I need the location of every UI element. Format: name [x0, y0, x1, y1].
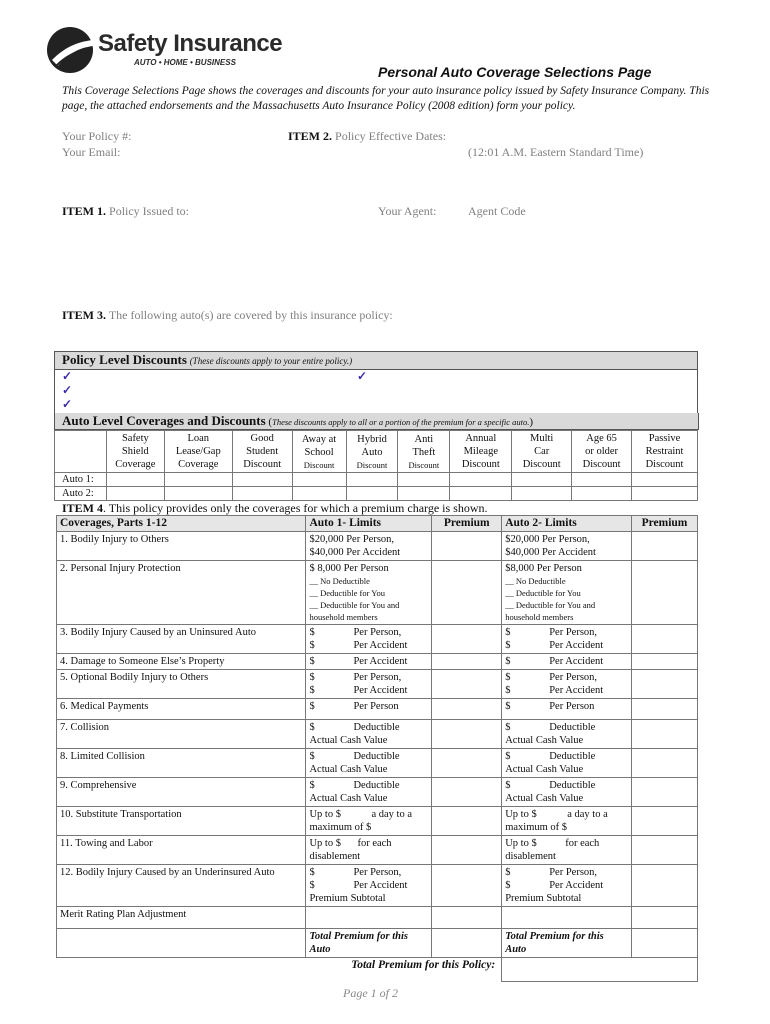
auto2-limits [502, 778, 632, 807]
limit-line: $ Per Person, [309, 672, 402, 683]
discount-col-header [572, 431, 632, 473]
header-premium: Premium [432, 516, 502, 532]
header-premium: Premium [632, 516, 698, 532]
limit-line: $ Per Accident [505, 685, 604, 696]
coverage-name: 5. Optional Bodily Injury to Others [57, 670, 306, 699]
col-line: Shield [121, 446, 149, 457]
col-line: Safety [121, 433, 149, 444]
col-line: Discount [356, 459, 388, 470]
premium-cell [632, 865, 698, 907]
auto1-limits [306, 561, 432, 625]
auto-discounts-table [54, 430, 698, 501]
limit-line: Actual Cash Value [505, 793, 584, 804]
auto2-limits [502, 561, 632, 625]
merit-label: Merit Rating Plan Adjustment [57, 907, 306, 929]
auto-discounts-note-open: ( [265, 416, 273, 428]
col-line: Coverage [115, 459, 156, 470]
page-footer: Page 1 of 2 [343, 986, 398, 1000]
col-line: Coverage [178, 459, 219, 470]
intro-text: This Coverage Selections Page shows the coverages and discounts for your auto insurance policy issued by Safety Insurance Company. This page, the attached endorsements and the Massachusetts Auto Insurance Policy (2008 edition) form your policy. [62, 85, 710, 112]
premium-cell [432, 532, 502, 561]
item1-text: Policy Issued to: [109, 204, 190, 218]
limit-line: Actual Cash Value [309, 735, 388, 746]
logo-road-icon [46, 26, 96, 76]
cell [572, 487, 632, 501]
premium-cell [632, 625, 698, 654]
col-line: Age 65 [586, 433, 617, 444]
logo-tagline: AUTO • HOME • BUSINESS [134, 58, 236, 67]
limit-line: $8,000 Per Person [505, 563, 582, 574]
limit-line: $ 8,000 Per Person [309, 563, 389, 574]
limit-line: $ Deductible [309, 722, 400, 733]
premium-cell [432, 749, 502, 778]
auto2-limits [502, 532, 632, 561]
auto2-limits: $ Per Accident [502, 654, 632, 670]
limit-line: disablement [505, 851, 556, 862]
premium-cell [432, 807, 502, 836]
total-auto-label: Total Premium for this Auto [306, 929, 432, 958]
col-line: School [304, 446, 334, 458]
auto-discounts-note: These discounts apply to all or a portion of the premium for a specific auto. [272, 417, 530, 427]
premium-cell [632, 654, 698, 670]
col-line: Student [246, 446, 279, 457]
auto1-limits: $ Per Person [306, 699, 432, 720]
limit-line: $ Per Accident [505, 640, 604, 651]
col-line: Lease/Gap [175, 446, 221, 457]
check-icon: ✓ [62, 383, 73, 397]
cell [232, 473, 292, 487]
limit-line: Actual Cash Value [309, 764, 388, 775]
coverage-table [56, 515, 698, 982]
cell [432, 907, 502, 929]
premium-cell [632, 929, 698, 958]
policy-discounts-box [54, 351, 698, 415]
cell [57, 929, 306, 958]
auto-row-label: Auto 2: [55, 487, 107, 501]
col-line: Discount [522, 459, 561, 470]
limit-line: $40,000 Per Accident [505, 547, 596, 558]
item2-label: ITEM 2. [288, 129, 333, 143]
col-line: Car [534, 446, 550, 457]
premium-cell [632, 699, 698, 720]
header-coverages: Coverages, Parts 1-12 [57, 516, 306, 532]
total-policy-row [57, 958, 698, 982]
limit-line: $40,000 Per Accident [309, 547, 401, 558]
premium-cell [432, 654, 502, 670]
col-line: Annual [465, 433, 497, 444]
cell [164, 487, 232, 501]
check-icon: ✓ [62, 397, 73, 411]
premium-cell [632, 561, 698, 625]
col-line: Discount [243, 459, 282, 470]
discount-col-header [346, 431, 398, 473]
coverage-row [57, 670, 698, 699]
premium-cell [432, 778, 502, 807]
option-line: __ Deductible for You and [505, 600, 596, 610]
total-auto-row [57, 929, 698, 958]
cell [164, 473, 232, 487]
cell [450, 473, 512, 487]
col-line: Anti [414, 433, 434, 445]
auto1-limits [306, 778, 432, 807]
premium-cell [432, 929, 502, 958]
col-line: Loan [187, 433, 210, 444]
option-line: __ Deductible for You [505, 588, 581, 598]
coverage-row [57, 720, 698, 749]
limit-line: $ Per Accident [309, 640, 408, 651]
auto-discounts-note-close: ) [529, 416, 534, 428]
limit-line: maximum of $ [505, 822, 568, 833]
logo [46, 26, 286, 74]
discount-col-header [632, 431, 698, 473]
col-line: Mileage [463, 446, 498, 457]
coverage-row [57, 532, 698, 561]
premium-cell [432, 625, 502, 654]
coverage-name: 8. Limited Collision [57, 749, 306, 778]
limit-line: Up to $ a day to a [309, 809, 412, 820]
check-icon: ✓ [62, 369, 73, 383]
coverage-row [57, 625, 698, 654]
coverage-name: 4. Damage to Someone Else’s Property [57, 654, 306, 670]
limit-line: $ Deductible [505, 722, 596, 733]
premium-cell [632, 749, 698, 778]
auto-row [55, 473, 698, 487]
premium-cell [432, 720, 502, 749]
limit-line: $20,000 Per Person, [309, 534, 395, 545]
logo-name: Safety Insurance [98, 30, 283, 57]
coverage-name: 11. Towing and Labor [57, 836, 306, 865]
col-line: Restraint [645, 446, 684, 457]
total-policy-label: Total Premium for this Policy: [57, 958, 502, 982]
item1 [62, 204, 189, 219]
cell [632, 907, 698, 929]
coverage-name: 2. Personal Injury Protection [57, 561, 306, 625]
item3 [62, 308, 393, 323]
coverage-row [57, 561, 698, 625]
auto2-limits [502, 807, 632, 836]
col-line: Multi [530, 433, 554, 444]
premium-cell [432, 670, 502, 699]
col-line: Theft [412, 446, 436, 458]
option-line: __ No Deductible [505, 576, 566, 586]
cell [512, 487, 572, 501]
col-line: Hybrid [357, 433, 387, 445]
auto2-limits [502, 865, 632, 907]
option-line: household members [505, 612, 574, 622]
limit-line: Actual Cash Value [505, 764, 584, 775]
item4 [62, 501, 487, 516]
cell [572, 473, 632, 487]
discount-col-header [450, 431, 512, 473]
limit-line: $ Per Person, [309, 627, 402, 638]
item2-text: Policy Effective Dates: [335, 129, 447, 143]
auto1-limits: $ Per Accident [306, 654, 432, 670]
limit-line: $ Deductible [505, 751, 596, 762]
coverage-header-row [57, 516, 698, 532]
coverage-row [57, 749, 698, 778]
auto2-limits [502, 836, 632, 865]
auto2-limits [502, 625, 632, 654]
limit-line: $20,000 Per Person, [505, 534, 590, 545]
cell [346, 473, 398, 487]
premium-cell [432, 865, 502, 907]
cell [232, 487, 292, 501]
limit-line: Up to $ a day to a [505, 809, 608, 820]
limit-line: $ Deductible [505, 780, 596, 791]
item2 [288, 129, 446, 144]
page-title: Personal Auto Coverage Selections Page [378, 64, 652, 80]
auto1-limits [306, 670, 432, 699]
col-line: Good [250, 433, 274, 444]
header-auto1-limits: Auto 1- Limits [306, 516, 432, 532]
col-line: or older [585, 446, 619, 457]
auto-discounts-header [54, 413, 699, 430]
cell [106, 473, 164, 487]
premium-cell [432, 836, 502, 865]
col-line: Discount [303, 459, 335, 470]
item4-text: . This policy provides only the coverages for which a premium charge is shown. [103, 501, 488, 515]
option-line: __ Deductible for You [309, 588, 386, 598]
cell [632, 473, 698, 487]
col-line: Discount [645, 459, 684, 470]
auto-row [55, 487, 698, 501]
subtotal-label: Premium Subtotal [505, 893, 582, 904]
limit-line: $ Deductible [309, 751, 400, 762]
col-line: Discount [461, 459, 500, 470]
limit-line: $ Per Person, [309, 867, 402, 878]
cell [398, 487, 450, 501]
premium-cell [632, 807, 698, 836]
discount-col-header [512, 431, 572, 473]
email-label: Your Email: [62, 145, 121, 159]
premium-cell [432, 699, 502, 720]
subtotal-label: Premium Subtotal [309, 893, 386, 904]
auto1-limits [306, 749, 432, 778]
coverage-name: 7. Collision [57, 720, 306, 749]
check-icon: ✓ [357, 369, 368, 383]
limit-line: maximum of $ [309, 822, 372, 833]
limit-line: $ Per Accident [309, 685, 408, 696]
premium-cell [632, 836, 698, 865]
header-auto2-limits: Auto 2- Limits [502, 516, 632, 532]
option-line: __ No Deductible [309, 576, 370, 586]
discount-columns-row [55, 431, 698, 473]
limit-line: $ Per Person, [505, 627, 598, 638]
auto-row-label: Auto 1: [55, 473, 107, 487]
agent-label: Your Agent: [378, 204, 437, 218]
col-line: Discount [582, 459, 621, 470]
time-note: (12:01 A.M. Eastern Standard Time) [468, 145, 644, 159]
cell [306, 907, 432, 929]
discount-col-header [106, 431, 164, 473]
coverage-row [57, 836, 698, 865]
cell [398, 473, 450, 487]
coverage-row [57, 778, 698, 807]
policy-discounts-header [55, 352, 697, 370]
auto2-limits: $ Per Person [502, 699, 632, 720]
auto1-limits [306, 807, 432, 836]
limit-line: Up to $ for each [309, 838, 392, 849]
coverage-name: 9. Comprehensive [57, 778, 306, 807]
coverage-name: 6. Medical Payments [57, 699, 306, 720]
cell [512, 473, 572, 487]
auto1-limits [306, 720, 432, 749]
cell [106, 487, 164, 501]
limit-line: Actual Cash Value [505, 735, 584, 746]
discount-col-header [164, 431, 232, 473]
auto1-limits [306, 865, 432, 907]
premium-cell [632, 778, 698, 807]
policy-discounts-title: Policy Level Discounts [62, 352, 187, 367]
coverage-name: 12. Bodily Injury Caused by an Underinsured Auto [57, 865, 306, 907]
auto1-limits [306, 532, 432, 561]
total-policy-value [502, 958, 698, 982]
limit-line: $ Per Person, [505, 672, 598, 683]
policy-number-label: Your Policy #: [62, 129, 132, 143]
coverage-row [57, 654, 698, 670]
cell [632, 487, 698, 501]
agent-code-label: Agent Code [468, 204, 526, 218]
auto-discounts-title: Auto Level Coverages and Discounts [62, 413, 266, 428]
auto1-limits [306, 625, 432, 654]
limit-line: $ Deductible [309, 780, 400, 791]
limit-line: $ Per Person, [505, 867, 598, 878]
item3-label: ITEM 3. [62, 308, 107, 322]
cell [292, 487, 346, 501]
coverage-name: 3. Bodily Injury Caused by an Uninsured Auto [57, 625, 306, 654]
item4-label: ITEM 4 [62, 501, 104, 515]
col-line: Discount [408, 459, 440, 470]
cell [346, 487, 398, 501]
limit-line: Actual Cash Value [309, 793, 388, 804]
premium-cell [632, 670, 698, 699]
col-line: Passive [648, 433, 681, 444]
col-line: Away at [301, 433, 337, 445]
col-line: Auto [361, 446, 383, 458]
corner-cell [55, 431, 107, 473]
limit-line: $ Per Accident [505, 880, 604, 891]
auto2-limits [502, 749, 632, 778]
coverage-name: 1. Bodily Injury to Others [57, 532, 306, 561]
premium-cell [432, 561, 502, 625]
premium-cell [632, 532, 698, 561]
coverage-row [57, 699, 698, 720]
policy-discounts-note: (These discounts apply to your entire policy.) [189, 356, 353, 366]
limit-line: Up to $ for each [505, 838, 600, 849]
auto2-limits [502, 670, 632, 699]
limit-line: disablement [309, 851, 361, 862]
coverage-row [57, 865, 698, 907]
premium-cell [632, 720, 698, 749]
auto1-limits [306, 836, 432, 865]
option-line: __ Deductible for You and [309, 600, 400, 610]
cell [450, 487, 512, 501]
total-auto-label: Total Premium for this Auto [502, 929, 632, 958]
merit-row [57, 907, 698, 929]
cell [292, 473, 346, 487]
item1-label: ITEM 1. [62, 204, 107, 218]
cell [502, 907, 632, 929]
coverage-name: 10. Substitute Transportation [57, 807, 306, 836]
discount-col-header [292, 431, 346, 473]
item3-text: The following auto(s) are covered by this insurance policy: [108, 308, 393, 322]
option-line: household members [309, 612, 378, 622]
coverage-row [57, 807, 698, 836]
limit-line: $ Per Accident [309, 880, 408, 891]
discount-col-header [398, 431, 450, 473]
auto2-limits [502, 720, 632, 749]
discount-col-header [232, 431, 292, 473]
